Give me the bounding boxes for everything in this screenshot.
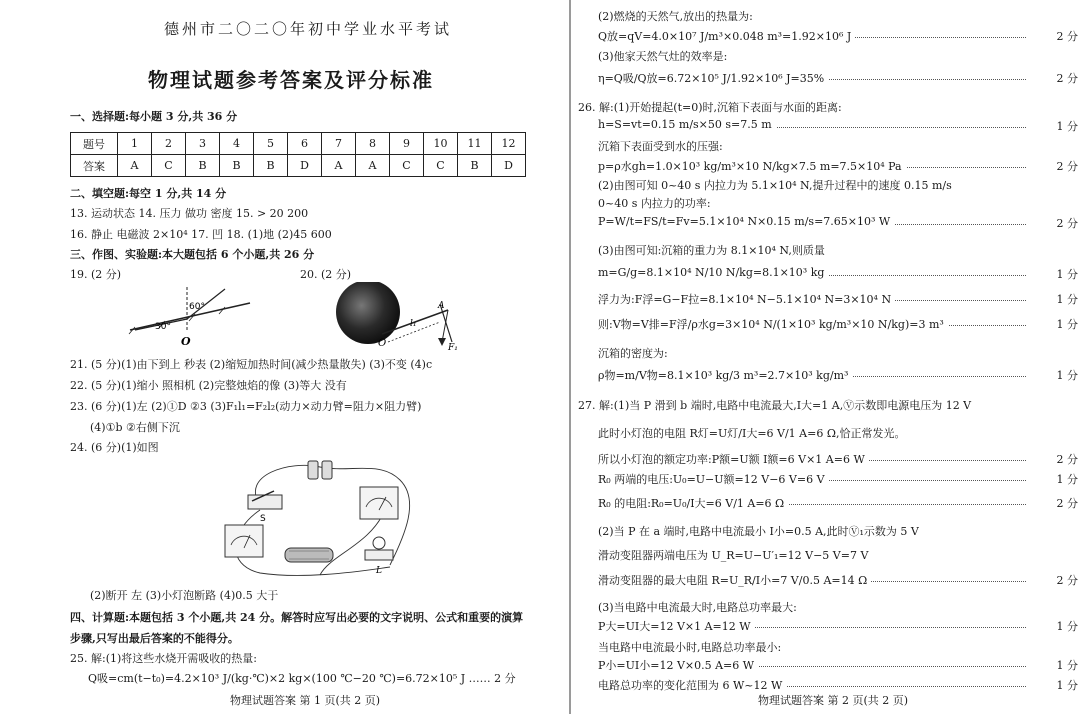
answer-line-text: (2)当 P 在 a 端时,电路中电流最小 I小=0.5 A,此时Ⓥ₁示数为 5 V (598, 523, 923, 539)
answer-line-text: 26. 解:(1)开始提起(t=0)时,沉箱下表面与水面的距离: (578, 99, 846, 115)
score-value: 2 分 (1053, 28, 1079, 44)
answer-line-text: (2)由图可知 0~40 s 内拉力为 5.1×10⁴ N,提升过程中的速度 0.15 m/s (598, 177, 956, 193)
answer-line-text: 27. 解:(1)当 P 滑到 b 端时,电路中电流最大,I大=1 A,Ⓥ示数即电源电压为 12 V (578, 397, 975, 413)
answer-line-text: P=W/t=FS/t=Fv=5.1×10⁴ N×0.15 m/s=7.65×10³ W (598, 215, 894, 228)
arm-l1-label: l₁ (410, 319, 417, 329)
question-25-answer: 25. 解:(1)将这些水烧开需吸收的热量: (70, 652, 257, 665)
question-24-answer: 24. (6 分)(1)如图 (70, 441, 159, 454)
score-value: 2 分 (1053, 158, 1079, 174)
answer-line (578, 46, 1078, 64)
answer-line (578, 449, 1078, 467)
table-row-label: 答案 (71, 155, 118, 177)
answer-line-text: h=S=vt=0.15 m/s×50 s=7.5 m (598, 118, 776, 131)
score-value: 1 分 (1053, 618, 1079, 634)
table-cell: 2 (152, 133, 186, 155)
answer-line (578, 493, 1078, 511)
lever-diagram (320, 282, 470, 354)
score-value: 1 分 (1053, 118, 1079, 134)
answer-table (70, 132, 526, 177)
point-a-label: A (438, 301, 445, 311)
answer-line-text: P大=UI大=12 V×1 A=12 W (598, 618, 755, 634)
score-value: 1 分 (1053, 677, 1079, 693)
answer-line-text: R₀ 两端的电压:U₀=U−U额=12 V−6 V=6 V (598, 471, 829, 487)
answer-line (578, 240, 1078, 258)
table-cell: C (390, 155, 424, 177)
answer-line-text: 电路总功率的变化范围为 6 W~12 W (598, 677, 786, 693)
bulb-holder (365, 550, 393, 560)
answer-line-text: 0~40 s 内拉力的功率: (598, 195, 715, 211)
table-cell: B (254, 155, 288, 177)
score-value: 1 分 (1053, 291, 1079, 307)
fill-answers-line-1: 13. 运动状态 14. 压力 做功 密度 15. > 20 200 (70, 207, 309, 220)
answer-line-text: p=ρ水gh=1.0×10³ kg/m³×10 N/kg×7.5 m=7.5×10⁴ Pa (598, 158, 906, 174)
answer-line (578, 97, 1078, 115)
table-cell: 11 (458, 133, 492, 155)
answer-line (578, 521, 1078, 539)
answer-line (578, 264, 1078, 282)
answer-line (578, 156, 1078, 174)
battery-cell (308, 461, 318, 479)
table-cell: A (322, 155, 356, 177)
answer-line (578, 68, 1078, 86)
document-title: 物理试题参考答案及评分标准 (148, 68, 434, 92)
answer-line (578, 570, 1078, 588)
voltmeter (360, 487, 398, 519)
score-value: 1 分 (1053, 471, 1079, 487)
table-cell: 4 (220, 133, 254, 155)
table-cell: B (458, 155, 492, 177)
section-fill-in: 二、填空题:每空 1 分,共 14 分 (70, 187, 227, 200)
question-23-answer-cont: (4)①b ②右侧下沉 (90, 421, 180, 434)
ammeter (225, 525, 263, 557)
answer-line (578, 6, 1078, 24)
angle-label-30: 30° (155, 322, 171, 332)
answer-page-2 (578, 0, 1078, 714)
answer-line-text: (3)由图可知:沉箱的重力为 8.1×10⁴ N,则质量 (598, 242, 829, 258)
force-f1-label: F₁ (448, 343, 458, 353)
section-calculation: 四、计算题:本题包括 3 个小题,共 24 分。解答时应写出必要的文字说明、公式和重要的演算 (70, 611, 524, 624)
score-value: 2 分 (1053, 572, 1079, 588)
section-calculation-cont: 步骤,只写出最后答案的不能得分。 (70, 632, 239, 645)
answer-line-text: m=G/g=8.1×10⁴ N/10 N/kg=8.1×10³ kg (598, 266, 828, 279)
score-value: 1 分 (1053, 266, 1079, 282)
fill-answers-line-2: 16. 静止 电磁波 2×10⁴ 17. 凹 18. (1)地 (2)45 600 (70, 228, 332, 241)
question-22-answer: 22. (5 分)(1)缩小 照相机 (2)完整烛焰的像 (3)等大 没有 (70, 379, 347, 392)
answer-line (578, 26, 1078, 44)
answer-line (578, 616, 1078, 634)
rheostat (285, 548, 333, 562)
table-cell: A (118, 155, 152, 177)
switch-label: S (260, 514, 266, 524)
battery-cell (322, 461, 332, 479)
table-cell: B (186, 155, 220, 177)
answer-line (578, 136, 1078, 154)
question-24-answer-cont: (2)断开 左 (3)小灯泡断路 (4)0.5 大于 (90, 589, 279, 602)
table-cell: 10 (424, 133, 458, 155)
answer-line (578, 469, 1078, 487)
reflection-diagram (125, 285, 255, 353)
answer-line-text: Q放=qV=4.0×10⁷ J/m³×0.048 m³=1.92×10⁶ J (598, 28, 855, 44)
score-value: 1 分 (1053, 367, 1079, 383)
answer-line-text: 此时小灯泡的电阻 R灯=U灯/I大=6 V/1 A=6 Ω,恰正常发光。 (598, 425, 909, 441)
table-cell: D (288, 155, 322, 177)
answer-line-text: 则:V物=V排=F浮/ρ水g=3×10⁴ N/(1×10³ kg/m³×10 N/kg)=3 m³ (598, 316, 948, 332)
answer-line (578, 655, 1078, 673)
page-footer-2: 物理试题答案 第 2 页(共 2 页) (758, 694, 909, 707)
answer-line-text: ρ物=m/V物=8.1×10³ kg/3 m³=2.7×10³ kg/m³ (598, 367, 852, 383)
table-cell: 9 (390, 133, 424, 155)
answer-line-text: 滑动变阻器两端电压为 U_R=U−U′₁=12 V−5 V=7 V (598, 547, 872, 563)
question-19-label: 19. (2 分) (70, 268, 122, 281)
angle-label-60: 60° (189, 302, 205, 312)
switch-base (248, 495, 282, 509)
answer-line (578, 343, 1078, 361)
bulb-label: L (376, 566, 382, 576)
table-cell: C (424, 155, 458, 177)
table-row (71, 155, 526, 177)
bulb (373, 537, 385, 549)
answer-line-text: R₀ 的电阻:R₀=U₀/I大=6 V/1 A=6 Ω (598, 495, 788, 511)
table-row (71, 133, 526, 155)
globe-image (336, 282, 400, 344)
answer-line (578, 193, 1078, 211)
circuit-diagram (200, 455, 440, 580)
answer-line (578, 395, 1078, 413)
table-cell: 7 (322, 133, 356, 155)
answer-line-text: (2)燃烧的天然气,放出的热量为: (598, 8, 757, 24)
answer-line (578, 213, 1078, 231)
question-25-formula: Q吸=cm(t−t₀)=4.2×10³ J/(kg·℃)×2 kg×(100 ℃−20 ℃)=6.72×10⁵ J …… 2 分 (88, 672, 516, 685)
table-cell: 6 (288, 133, 322, 155)
answer-line-text: 所以小灯泡的额定功率:P额=U额 I额=6 V×1 A=6 W (598, 451, 869, 467)
table-row-label: 题号 (71, 133, 118, 155)
score-value: 2 分 (1053, 495, 1079, 511)
score-value: 2 分 (1053, 70, 1079, 86)
answer-line-text: 沉箱的密度为: (598, 345, 672, 361)
section-multiple-choice: 一、选择题:每小题 3 分,共 36 分 (70, 110, 238, 123)
answer-line-text: 浮力为:F浮=G−F拉=8.1×10⁴ N−5.1×10⁴ N=3×10⁴ N (598, 291, 895, 307)
section-drawing-experiment: 三、作图、实验题:本大题包括 6 个小题,共 26 分 (70, 248, 315, 261)
score-value: 2 分 (1053, 215, 1079, 231)
table-cell: 12 (492, 133, 526, 155)
answer-line (578, 116, 1078, 134)
answer-line (578, 314, 1078, 332)
table-cell: 5 (254, 133, 288, 155)
score-value: 1 分 (1053, 316, 1079, 332)
answer-line-text: (3)他家天然气灶的效率是: (598, 48, 731, 64)
table-cell: 1 (118, 133, 152, 155)
mirror-hatch (129, 327, 135, 334)
answer-line (578, 423, 1078, 441)
answer-line (578, 545, 1078, 563)
question-20-label: 20. (2 分) (300, 268, 352, 281)
answer-line-text: 滑动变阻器的最大电阻 R=U_R/I小=7 V/0.5 A=14 Ω (598, 572, 871, 588)
table-cell: 3 (186, 133, 220, 155)
answer-line (578, 637, 1078, 655)
answer-line-text: P小=UI小=12 V×0.5 A=6 W (598, 657, 758, 673)
answer-line (578, 289, 1078, 307)
score-value: 1 分 (1053, 657, 1079, 673)
force-arrowhead (438, 338, 446, 346)
page-footer-1: 物理试题答案 第 1 页(共 2 页) (230, 694, 381, 707)
answer-line (578, 675, 1078, 693)
answer-line (578, 175, 1078, 193)
exam-title: 德州市二〇二〇年初中学业水平考试 (164, 20, 453, 38)
answer-line (578, 365, 1078, 383)
pivot-o-label: O (378, 338, 387, 349)
table-cell: A (356, 155, 390, 177)
answer-line-text: (3)当电路中电流最大时,电路总功率最大: (598, 599, 801, 615)
point-o-label: O (181, 335, 191, 348)
answer-line-text: η=Q吸/Q放=6.72×10⁵ J/1.92×10⁶ J=35% (598, 70, 828, 86)
score-value: 2 分 (1053, 451, 1079, 467)
table-cell: C (152, 155, 186, 177)
table-cell: D (492, 155, 526, 177)
page-divider (569, 0, 571, 714)
answer-line-text: 沉箱下表面受到水的压强: (598, 138, 727, 154)
answer-line-text: 当电路中电流最小时,电路总功率最小: (598, 639, 785, 655)
table-cell: B (220, 155, 254, 177)
question-23-answer: 23. (6 分)(1)左 (2)①D ②3 (3)F₁l₁=F₂l₂(动力×动力臂=阻力×阻力臂) (70, 400, 422, 413)
answer-line (578, 597, 1078, 615)
question-21-answer: 21. (5 分)(1)由下到上 秒表 (2)缩短加热时间(减少热量散失) (3)不变 (4)c (70, 358, 433, 371)
table-cell: 8 (356, 133, 390, 155)
